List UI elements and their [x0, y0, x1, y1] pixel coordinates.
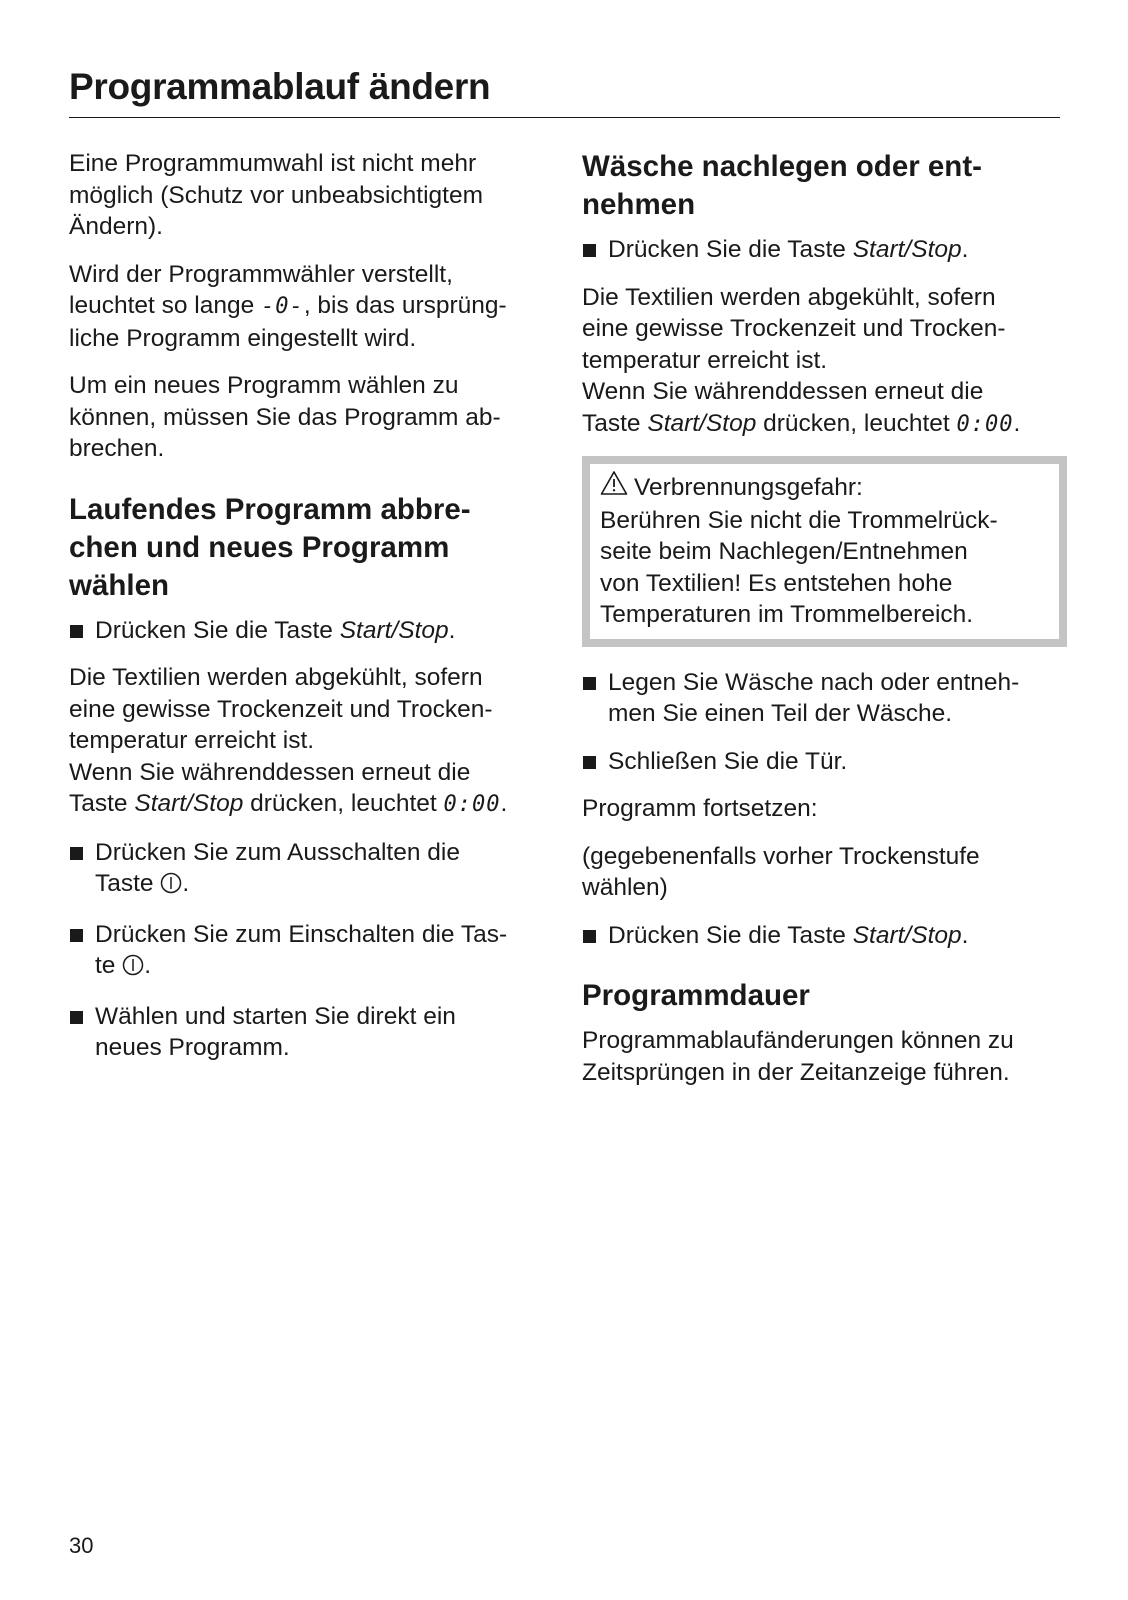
- key-name: Start/Stop: [134, 790, 244, 817]
- square-bullet-icon: [583, 244, 596, 257]
- bullet-text: Drücken Sie zum Ausschalten die: [95, 838, 460, 866]
- key-name: Start/Stop: [852, 921, 962, 949]
- key-name: Start/Stop: [852, 236, 962, 263]
- page-title: Programmablauf ändern: [69, 66, 491, 107]
- heading-line: Laufendes Programm abbre-: [69, 492, 471, 526]
- heading-line: Wäsche nachlegen oder ent-: [582, 150, 982, 183]
- bullet-item: [69, 919, 549, 985]
- text-line: temperatur erreicht ist.: [69, 727, 315, 754]
- selector-paragraph: [69, 259, 549, 355]
- cancel-paragraph: [69, 370, 549, 465]
- bullet-text: Drücken Sie zum Einschalten die Tas-: [95, 920, 508, 948]
- continue-label: Programm fortsetzen:: [582, 795, 818, 822]
- bullet-text: Legen Sie Wäsche nach oder entneh-: [608, 668, 1020, 696]
- bullet-text: Taste: [95, 870, 161, 897]
- text-line: .: [1013, 409, 1021, 437]
- bullet-text: .: [448, 616, 456, 644]
- square-bullet-icon: [70, 847, 83, 860]
- text-line: Ändern).: [69, 213, 163, 240]
- bullet-item: [582, 920, 1067, 952]
- title-divider: [69, 117, 1060, 118]
- warning-label: Verbrennungsgefahr:: [634, 473, 863, 501]
- text-line: Die Textilien werden abgekühlt, sofern: [69, 664, 483, 691]
- bullet-item: [582, 746, 1067, 778]
- text-line: drücken, leuchtet: [243, 790, 444, 817]
- text-line: möglich (Schutz vor unbeabsichtigtem: [69, 181, 483, 209]
- text-line: Programmablaufänderungen können zu: [582, 1027, 1014, 1054]
- bullet-item: [582, 667, 1067, 730]
- warning-text: von Textilien! Es entstehen hohe: [600, 569, 953, 597]
- cooling-paragraph: [69, 662, 549, 821]
- bullet-item: [69, 1001, 549, 1064]
- text-line: leuchtet so lange: [69, 292, 262, 319]
- text-line: Taste: [69, 790, 135, 817]
- text-line: drücken, leuchtet: [756, 409, 957, 437]
- page-number: 30: [69, 1533, 94, 1558]
- warning-triangle-icon: [600, 470, 628, 505]
- text-line: liche Programm eingestellt wird.: [69, 324, 417, 352]
- text-line: brechen.: [69, 435, 165, 462]
- left-column: [69, 148, 549, 1080]
- bullet-item: [69, 615, 549, 647]
- power-icon: [160, 871, 182, 903]
- text-line: eine gewisse Trockenzeit und Trocken-: [69, 695, 493, 723]
- bullet-text: Drücken Sie die Taste: [608, 921, 853, 949]
- text-line: Taste: [582, 409, 648, 437]
- optional-note: [582, 841, 1067, 904]
- warning-text: Temperaturen im Trommelbereich.: [600, 601, 974, 628]
- right-column: [582, 148, 1067, 1104]
- warning-text: seite beim Nachlegen/Entnehmen: [600, 538, 968, 565]
- square-bullet-icon: [70, 1011, 83, 1024]
- text-line: , bis das ursprüng-: [303, 292, 507, 319]
- warning-text: Berühren Sie nicht die Trommelrück-: [600, 506, 998, 534]
- text-line: können, müssen Sie das Programm ab-: [69, 403, 501, 431]
- bullet-item: [582, 234, 1067, 266]
- bullet-text: .: [182, 870, 190, 897]
- text-line: eine gewisse Trockenzeit und Trocken-: [582, 315, 1006, 342]
- cooling-paragraph: [582, 282, 1067, 441]
- bullet-text: .: [144, 952, 152, 979]
- display-segment-time: 0:00: [443, 792, 501, 817]
- section-heading-add-remove-laundry: [582, 148, 1067, 224]
- text-line: Wird der Programmwähler verstellt,: [69, 260, 453, 288]
- text-line: Wenn Sie währenddessen erneut die: [582, 378, 984, 405]
- warning-header: [600, 470, 1049, 505]
- text-line: Eine Programmumwahl ist nicht mehr: [69, 150, 477, 177]
- section-heading-program-duration: Programmdauer: [582, 979, 810, 1012]
- key-name: Start/Stop: [339, 616, 449, 644]
- bullet-text: .: [961, 921, 969, 949]
- bullet-text: Wählen und starten Sie direkt ein: [95, 1002, 456, 1030]
- square-bullet-icon: [70, 625, 83, 638]
- key-name: Start/Stop: [647, 409, 757, 437]
- text-line: wählen): [582, 874, 668, 901]
- text-line: temperatur erreicht ist.: [582, 346, 828, 374]
- text-line: Um ein neues Programm wählen zu: [69, 372, 459, 399]
- text-line: Die Textilien werden abgekühlt, sofern: [582, 283, 996, 311]
- square-bullet-icon: [583, 756, 596, 769]
- section-heading-cancel-program: [69, 491, 549, 605]
- heading-line: chen und neues Programm: [69, 530, 450, 564]
- intro-paragraph: [69, 148, 549, 243]
- square-bullet-icon: [583, 930, 596, 943]
- bullet-item: [69, 837, 549, 903]
- text-line: .: [500, 790, 508, 817]
- bullet-text: neues Programm.: [95, 1034, 290, 1061]
- bullet-text: Schließen Sie die Tür.: [608, 747, 848, 775]
- duration-paragraph: [582, 1025, 1067, 1088]
- text-line: (gegebenenfalls vorher Trockenstufe: [582, 842, 980, 870]
- square-bullet-icon: [70, 929, 83, 942]
- heading-line: nehmen: [582, 188, 696, 221]
- bullet-text: men Sie einen Teil der Wäsche.: [608, 700, 953, 727]
- square-bullet-icon: [583, 677, 596, 690]
- warning-box: [582, 456, 1067, 647]
- bullet-text: .: [961, 236, 969, 263]
- display-segment-time: 0:00: [956, 411, 1014, 437]
- power-icon: [122, 953, 144, 985]
- text-line: Zeitsprüngen in der Zeitanzeige führen.: [582, 1058, 1010, 1086]
- bullet-text: Drücken Sie die Taste: [95, 616, 340, 644]
- bullet-text: te: [95, 952, 123, 979]
- text-line: Wenn Sie währenddessen erneut die: [69, 758, 471, 786]
- bullet-text: Drücken Sie die Taste: [608, 236, 853, 263]
- display-segment-code: -0-: [261, 294, 304, 319]
- heading-line: wählen: [69, 568, 169, 602]
